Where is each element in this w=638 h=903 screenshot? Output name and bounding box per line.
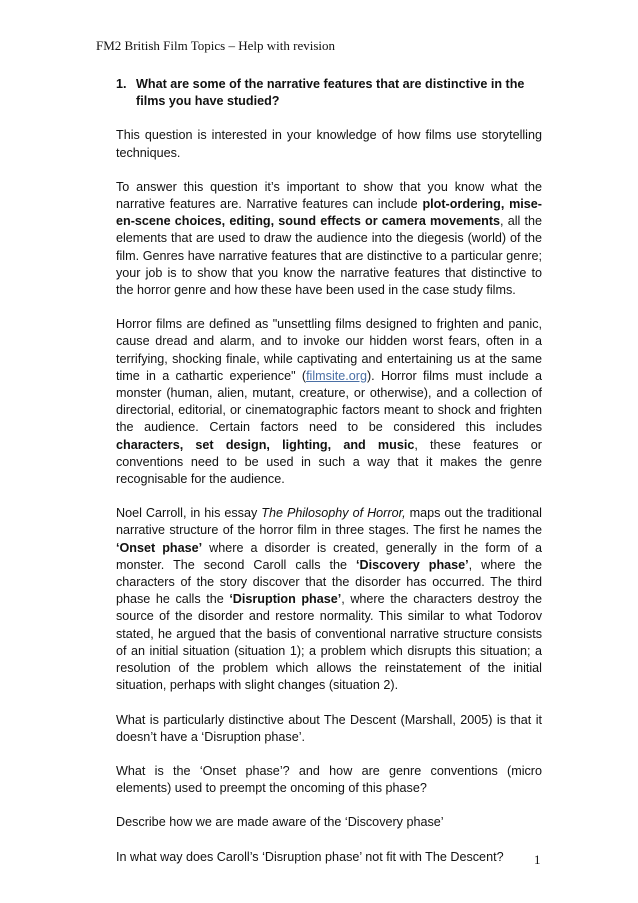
bold-text: ‘Disruption phase’ [229, 592, 342, 607]
text-run: where a disorder is created, generally in the form of a monster. The second Caroll calls the [116, 540, 542, 572]
text-run: ). Horror films must include a monster (human, alien, mutant, creature, or otherwise), and a collection of directorial, editorial, or cinematographic factors meant to shock and frighten the audience. Certain factors need to be considered this includes [116, 368, 542, 435]
page-header: FM2 British Film Topics – Help with revision [96, 38, 336, 53]
page-number: 1 [534, 852, 541, 867]
paragraph-carroll [116, 505, 542, 694]
text-run: Horror films are defined as "unsettling films designed to frighten and panic, cause dread and alarm, and to invoke our hidden worst fears, often in a terrifying, shocking finale, while captivating and entertaining us at the same time in a cathartic experience" ( [116, 317, 542, 383]
bold-text: characters, set design, lighting, and music [116, 437, 415, 452]
text-run: , where the characters of the story discover that the disorder has occurred. The third phase he calls the [116, 557, 543, 607]
text-run: maps out the traditional narrative structure of the horror film in three stages. The first he names the [116, 506, 542, 538]
paragraph-disruption-question: In what way does Caroll’s ‘Disruption phase’ not fit with The Descent? [116, 849, 504, 864]
question-heading [116, 76, 542, 110]
paragraph-narrative-features [116, 179, 542, 299]
paragraph-discovery-question: Describe how we are made aware of the ‘Discovery phase’ [116, 815, 444, 830]
paragraph-intro: This question is interested in your knowledge of how films use storytelling techniques. [116, 128, 542, 160]
filmsite-link[interactable]: filmsite.org [306, 368, 367, 383]
italic-text: The Philosophy of Horror, [261, 506, 406, 521]
bold-text: ‘Onset phase’ [116, 540, 203, 555]
paragraph-horror-definition [116, 316, 542, 488]
text-run: To answer this question it’s important to show that you know what the narrative features are. Narrative features can include [116, 179, 542, 212]
bold-text: plot-ordering, mise-en-scene choices, editing, sound effects or camera movements [116, 197, 542, 229]
paragraph-onset-question: What is the ‘Onset phase’? and how are genre conventions (micro elements) used to preempt the oncoming of this phase? [116, 763, 542, 796]
paragraph-descent: What is particularly distinctive about The Descent (Marshall, 2005) is that it doesn’t have a ‘Disruption phase’. [116, 712, 542, 744]
question-number: 1. [116, 77, 127, 91]
bold-text: ‘Discovery phase’ [356, 557, 469, 572]
text-run: , all the elements that are used to draw the audience into the diegesis (world) of the film. Genres have narrative features that are distinctive to a particular genre; your job is to show that you know the narrative features that distinctive to the horror genre and how these have been used in the case study films. [116, 214, 542, 298]
text-run: Noel Carroll, in his essay [116, 506, 262, 521]
question-text: What are some of the narrative features that are distinctive in the films you have studied? [136, 77, 525, 109]
text-run: , these features or conventions need to be used in such a way that it makes the genre recognisable for the audience. [116, 437, 542, 487]
document-body [116, 76, 542, 883]
text-run: , where the characters destroy the source of the disorder and restore normality. This similar to what Todorov stated, he argued that the basis of conventional narrative structure consists of an initial situation (situation 1); a problem which disrupts this situation; a resolution of the problem which allows the reinstatement of the initial situation, perhaps with slight changes (situation 2). [116, 592, 543, 693]
